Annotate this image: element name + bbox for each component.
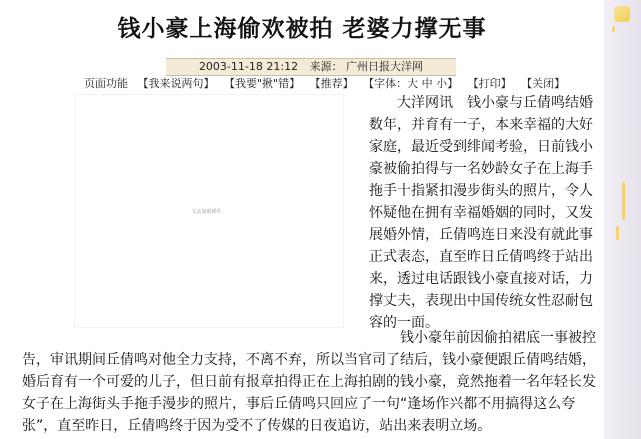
article-body-lead	[369, 92, 599, 334]
sidebar-decoration-stroke	[622, 182, 625, 220]
page-function-toolbar	[84, 77, 571, 91]
comment-link[interactable]: 【我来说两句】	[137, 77, 215, 90]
sidebar-decoration-stroke	[612, 26, 615, 32]
recommend-link[interactable]: 【推荐】	[309, 77, 354, 90]
embedded-plugin-frame	[75, 95, 343, 327]
article-title: 钱小豪上海偷欢被拍 老婆力撑无事	[117, 16, 487, 42]
article-paragraph-2: 钱小豪年前因偷拍裙底一事被控告，审讯期间丘倩鸣对他全力支持，不离不弃，所以当官司了结后，钱小豪便跟丘倩鸣结婚，婚后育有一个可爱的儿子，但日前有报章拍得正在上海拍剧的钱小豪，竟然拖着一名年轻长发女子在上海街头手拖手漫步的照片，事后丘倩鸣只回应了一句“逢场作兴都不用搞得这么夸张”，直至昨日，丘倩鸣终于因为受不了传媒的日夜追访，站出来表明立场。	[22, 330, 596, 434]
plugin-placeholder-text: 无法加载插件。	[191, 209, 227, 215]
article-meta-bar	[166, 58, 456, 76]
close-link[interactable]: 【关闭】	[521, 77, 566, 90]
article-datetime: 2003-11-18 21:12	[198, 60, 299, 73]
print-link[interactable]: 【打印】	[467, 77, 512, 90]
sidebar-decoration-icon	[614, 6, 630, 22]
report-error-link[interactable]: 【我要"揪"错】	[224, 77, 301, 90]
font-size-control[interactable]: 【字体：大 中 小】	[363, 77, 459, 90]
article-paragraph-1: 大洋网讯 钱小豪与丘倩鸣结婚数年，并育有一子，本来幸福的大好家庭，最近受到绯闻考验，日前钱小豪被偷拍得与一名妙龄女子在上海手拖手十指紧扣漫步街头的照片，令人怀疑他在拥有幸福婚姻的同时，又发展婚外情，丘倩鸣连日来没有就此事正式表态，直至昨日丘倩鸣终于站出来，透过电话跟钱小豪直接对话，力撑丈夫，表现出中国传统女性忍耐包容的一面。	[369, 95, 593, 331]
right-sidebar	[604, 0, 641, 439]
toolbar-label: 页面功能	[84, 77, 128, 90]
sidebar-decoration-stroke	[616, 226, 619, 240]
article-body-continued	[22, 327, 602, 437]
article-source: 来源： 广州日报大洋网	[309, 60, 424, 73]
